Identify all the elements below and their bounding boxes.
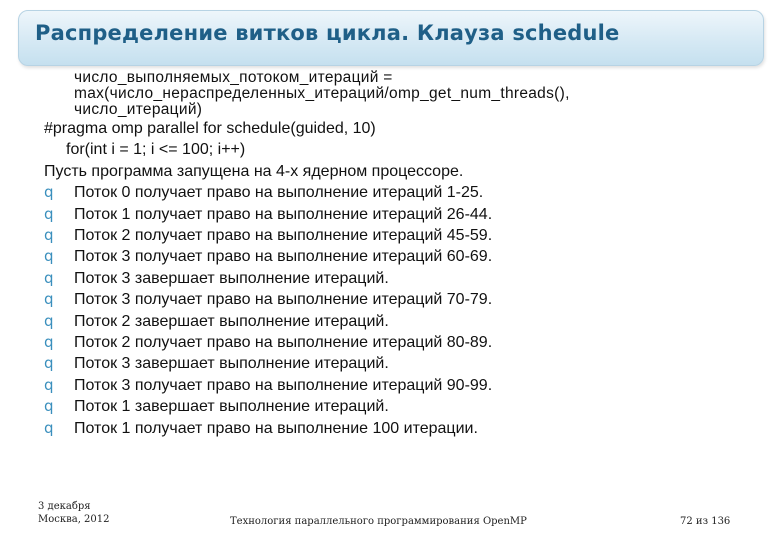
bullet-icon: q (44, 375, 54, 394)
for-line: for(int i = 1; i <= 100; i++) (66, 141, 246, 159)
list-item-text: Поток 2 получает право на выполнение итераций 80-89. (74, 334, 493, 352)
bullet-icon: q (44, 397, 54, 416)
list-item-text: Поток 1 получает право на выполнение итераций 26-44. (74, 205, 493, 223)
title-bar (18, 10, 764, 66)
slide-content (44, 70, 764, 439)
bullet-icon: q (44, 183, 54, 202)
bullet-icon: q (44, 354, 54, 373)
list-item-text: Поток 2 получает право на выполнение итераций 45-59. (74, 227, 493, 245)
list-item-text: Поток 3 получает право на выполнение итераций 60-69. (74, 248, 493, 266)
bullet-icon: q (44, 333, 54, 352)
bullet-icon: q (44, 204, 54, 223)
slide-title: Распределение витков цикла. Клауза schedule (35, 21, 620, 45)
formula (74, 70, 764, 118)
list-item (44, 204, 764, 225)
list-item-text: Поток 1 завершает выполнение итераций. (74, 398, 389, 416)
list-item-text: Поток 2 завершает выполнение итераций. (74, 312, 389, 330)
formula-line: число_выполняемых_потоком_итераций = (74, 69, 393, 86)
bullet-icon: q (44, 226, 54, 245)
footer-place: Москва, 2012 (38, 514, 110, 525)
list-item-text: Поток 1 получает право на выполнение 100 итерации. (74, 419, 478, 437)
pragma-line: #pragma omp parallel for schedule(guided, 10) (44, 120, 376, 137)
bullet-list (44, 182, 764, 439)
formula-line: max(число_нераспределенных_итераций/omp_get_num_threads(), (74, 85, 570, 102)
intro-text: Пусть программа запущена на 4-х ядерном процессоре. (44, 162, 464, 180)
bullet-icon: q (44, 418, 54, 437)
list-item (44, 268, 764, 289)
list-item (44, 396, 764, 417)
bullet-icon: q (44, 247, 54, 266)
list-item-text: Поток 0 получает право на выполнение итераций 1-25. (74, 184, 484, 202)
list-item-text: Поток 3 получает право на выполнение итераций 90-99. (74, 376, 493, 394)
page-number: 72 из 136 (680, 516, 731, 527)
list-item-text: Поток 3 завершает выполнение итераций. (74, 269, 389, 287)
bullet-icon: q (44, 290, 54, 309)
list-item (44, 182, 764, 203)
list-item (44, 353, 764, 374)
list-item-text: Поток 3 получает право на выполнение итераций 70-79. (74, 291, 493, 309)
list-item (44, 289, 764, 310)
bullet-icon: q (44, 268, 54, 287)
list-item-text: Поток 3 завершает выполнение итераций. (74, 355, 389, 373)
list-item (44, 311, 764, 332)
footer-date-place (38, 500, 110, 526)
footer-date: 3 декабря (38, 501, 91, 512)
formula-line: число_итераций) (74, 101, 203, 118)
bullet-icon: q (44, 311, 54, 330)
list-item (44, 225, 764, 246)
list-item (44, 418, 764, 439)
list-item (44, 375, 764, 396)
list-item (44, 246, 764, 267)
list-item (44, 332, 764, 353)
footer-course: Технология параллельного программирования OpenMP (230, 516, 527, 527)
